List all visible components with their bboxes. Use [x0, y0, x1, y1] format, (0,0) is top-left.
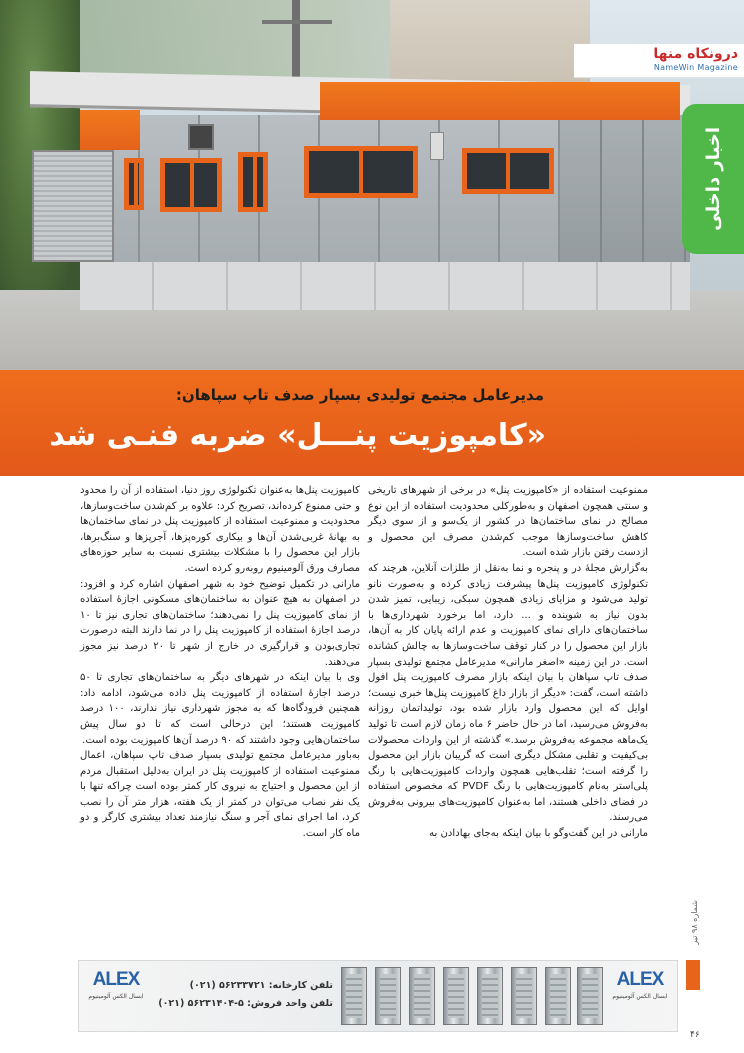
stone-base — [80, 262, 690, 310]
ad-factory-phone: تلفن کارخانه: ۵۶۲۳۳۷۲۱ (۰۲۱) — [189, 980, 333, 991]
paragraph: مارانی در تکمیل توضیح خود به شهر اصفهان اشاره کرد و افزود: در اصفهان به هیچ عنوان به ساختمان‌های مسکونی اجازهٔ استفاده از نمای کامپوزیت پنل را نمی‌دهند؛ ساختمان‌های تجاری نیز تا ۱۰ درصد اجازهٔ استفاده از کامپوزیت پنل را در نما دارند البته درصورت تجاری‌بودن و قرارگیری در خارج از شهر تا ۲۰ درصد نیز مجوز می‌دهند. — [80, 578, 360, 668]
paragraph: کامپوزیت پنل‌ها به‌عنوان تکنولوژی روز دنیا، استفاده از آن را محدود و حتی ممنوع کرده‌اند، تصریح کرد: علاوه بر کم‌شدن ساخت‌وسازها، محدودیت و ممنوعیت استفاده از کامپوزیت پنل در نمای ساختمان‌ها به بهانهٔ غربی‌شدن آن‌ها و بیکاری کوره‌پزها، آجرپزها و سنگ‌برها، بازار این محصول را با مشکلات بیشتری نسبت به سایر حوزه‌های مصارف ورق آلومینیوم روبه‌رو کرده است. — [80, 485, 360, 574]
profile-sample — [409, 967, 435, 1025]
orange-fascia-left — [80, 110, 140, 150]
page-marker-bar — [686, 960, 700, 990]
wall-box — [430, 132, 444, 160]
article-column-right — [368, 483, 648, 842]
section-label: اخبار داخلی — [702, 127, 724, 231]
orange-fascia — [320, 82, 680, 120]
ad-brand-tag: ابسال الکس آلومینیوم — [612, 993, 668, 1000]
profile-sample — [545, 967, 571, 1025]
magazine-logo-text: درونکاه منها — [653, 46, 738, 62]
page-number: ۴۶ — [690, 1030, 700, 1040]
paragraph: به‌گزارش مجلهٔ در و پنجره و نما به‌نقل از طلزات آنلاین، هرچند که تکنولوژی کامپوزیت پنل‌ها پیشرفت زیادی کرده و به‌صورت نانو تولید می‌شود و مزایای زیادی همچون سبکی، زیبایی، تمیز شدن بدون نیاز به شوینده و ... دارد، اما برخورد شهرداری‌ها با ساختمان‌های دارای نمای کامپوزیت و عدم ارائه پایان کار به آن‌ها، بازار این محصول را در کنار توقف ساخت‌وسازها به چالش کشانده است. در این زمینه «اصغر مارانی» مدیرعامل مجتمع تولیدی بسپار صدف تاپ سپاهان با بیان اینکه بازار مصرف کامپوزیت پنل افول داشته است، گفت: «دیگر از بازار داغ کامپوزیت پنل‌ها خبری نیست؛ اوایل که این محصول وارد بازار شده بود، تولیداتمان روزانه به‌فروش می‌رسید، اما در حال حاضر ۶ ماه زمان لازم است تا تولید یک‌ماهه مجموعه به‌فروش برسد.» گذشته از این واردات محصولات بی‌کیفیت و تقلبی مشکل دیگری است که گریبان بازار این محصول را گرفته است؛ تقلب‌هایی همچون واردات کامپوزیت‌هایی با رنگ پلی‌استر به‌نام کامپوزیت‌هایی با رنگ PVDF که مخصوص استفاده در فضای داخلی هستند، اما به‌عنوان کامپوزیت‌های بیرونی به‌فروش می‌رسند. — [368, 562, 648, 824]
ad-brand-logo — [85, 969, 147, 1025]
title-band — [0, 370, 744, 476]
article-column-left — [80, 483, 360, 842]
section-tab — [682, 104, 744, 254]
profile-sample — [443, 967, 469, 1025]
ad-brand-tag: ابسال الکس آلومینیوم — [88, 993, 144, 1000]
hero-photo — [0, 0, 744, 370]
rolling-shutter — [32, 150, 114, 262]
paragraph: مارانی در این گفت‌وگو با بیان اینکه به‌جای بهادادن به — [429, 828, 648, 840]
paragraph: ممنوعیت استفاده از «کامپوزیت پنل» در برخی از شهرهای تاریخی و سنتی همچون اصفهان و به‌طورکلی محدودیت استفاده از این نوع مصالح در نمای ساختمان‌ها در کشور از یک‌سو و از سوی دیگر کاهش ساخت‌وسازها موجب کم‌شدن مصرف این محصول و ازدست رفتن بازار شده است. — [368, 485, 648, 559]
window — [160, 158, 222, 212]
profile-sample — [341, 967, 367, 1025]
window — [304, 146, 418, 198]
paragraph: به‌باور مدیرعامل مجتمع تولیدی بسپار صدف تاپ سپاهان، اعمال ممنوعیت استفاده از کامپوزیت پنل در ایران به‌دلیل استقبال مردم از این محصول و احتیاج به نیروی کار کمتر بوده است چراکه تنها با یک نفر نصاب می‌توان در کمتر از یک هفته، هزار متر آن را نصب کرد، اما اجرای نمای آجر و سنگ نیازمند تعداد بیشتری کارگر و دو ماه کار است. — [80, 750, 360, 840]
window — [124, 158, 144, 210]
ad-brand-name: ALEX — [92, 969, 140, 990]
paragraph: وی با بیان اینکه در شهرهای دیگر به ساختمان‌های تجاری تا ۵۰ درصد اجازهٔ استفاده از کامپوزیت پنل داده می‌شود، ادامه داد: همچنین فرودگاه‌ها که به مجوز شهرداری نیاز ندارند، ۱۰۰ درصد کامپوزیت هستند؛ این درحالی است که تا دو سال پیش ساختمان‌هایی وجود داشتند که ۹۰ درصد آن‌ها کامپوزیت بوده است. — [80, 672, 361, 746]
issue-label: شماره ۹۸ تیر — [690, 900, 699, 945]
aluminum-profiles-image — [337, 967, 605, 1027]
ad-brand-name: ALEX — [616, 969, 664, 990]
window — [238, 152, 268, 212]
profile-sample — [577, 967, 603, 1025]
magazine-logo-subtitle: NameWin Magazine — [653, 63, 738, 72]
profile-sample — [375, 967, 401, 1025]
window — [462, 148, 554, 194]
utility-pole-arm — [262, 20, 332, 24]
article-headline: «کامپوزیت پنـــل» ضربه فنـی شد — [49, 418, 546, 453]
page-marker-icon — [678, 960, 700, 1020]
profile-sample — [511, 967, 537, 1025]
profile-sample — [477, 967, 503, 1025]
ventilation-fan — [188, 124, 214, 150]
magazine-logo — [574, 44, 744, 78]
ad-sales-phone: تلفن واحد فروش: ۵-۵۶۲۳۱۴۰۴ (۰۲۱) — [158, 998, 333, 1009]
ad-brand-logo-right — [609, 969, 671, 1025]
advertisement-banner[interactable] — [78, 960, 678, 1032]
article-kicker: مدیرعامل مجتمع تولیدی بسپار صدف تاپ سپاهان: — [175, 386, 544, 404]
ad-contact — [153, 977, 333, 1013]
